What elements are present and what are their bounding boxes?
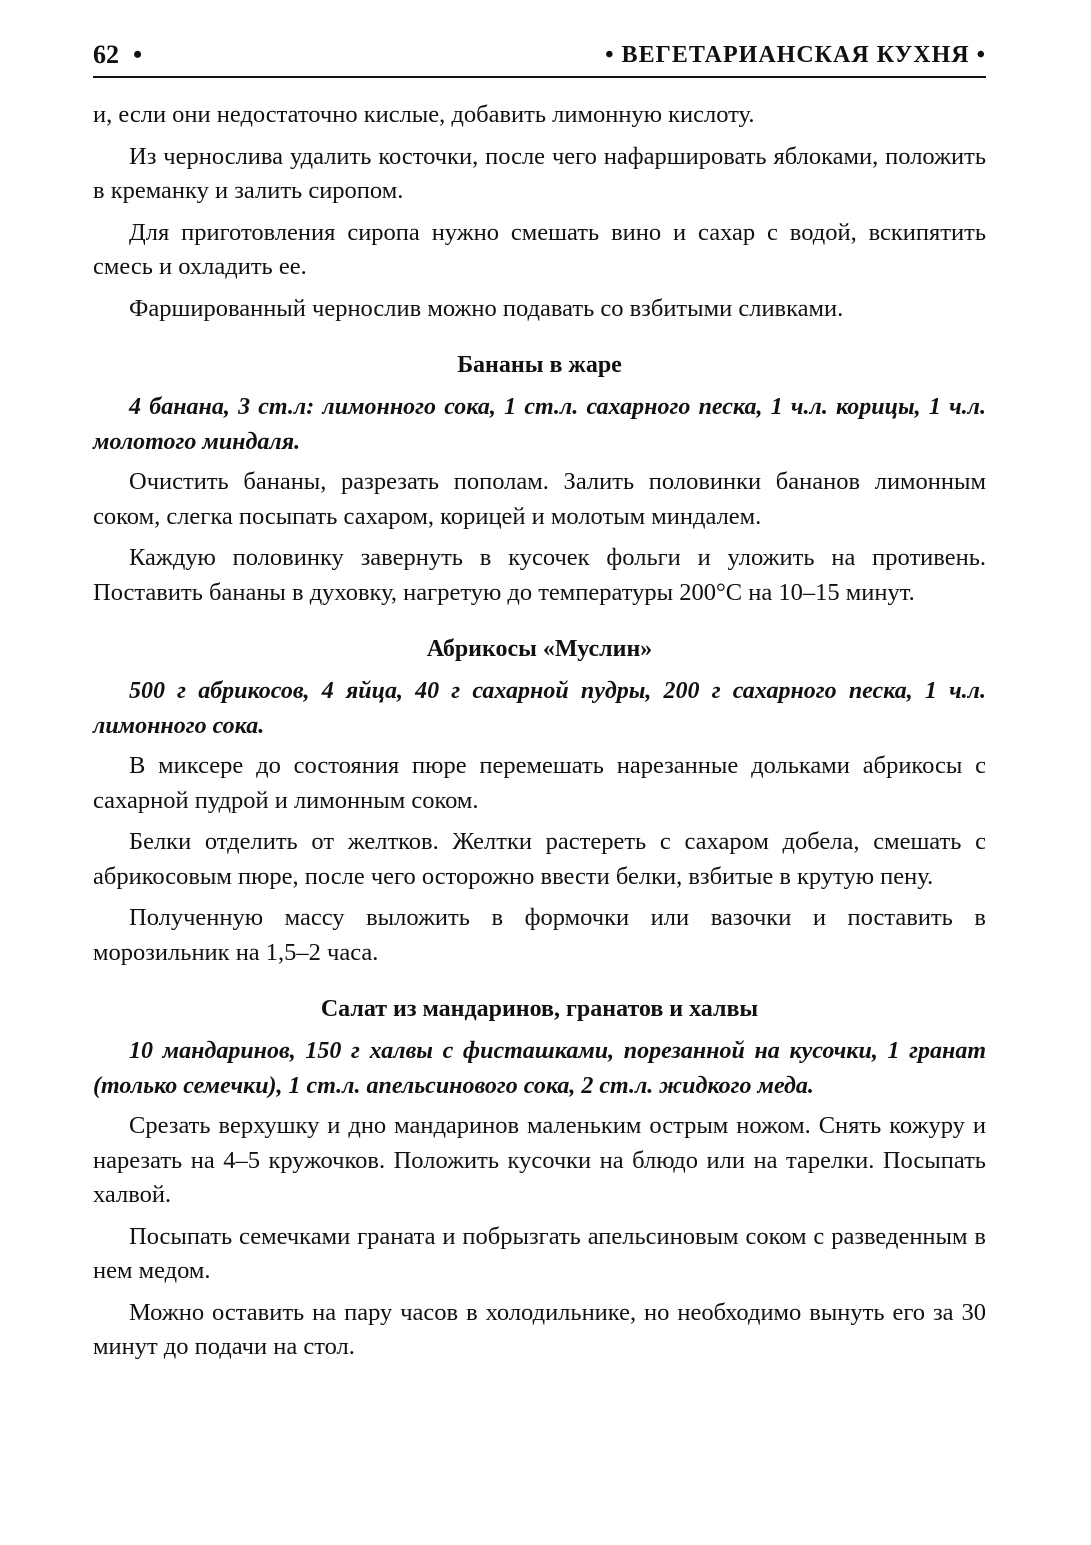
recipe-step: Посыпать семечками граната и побрызгать апельсиновым соком с разведенным в нем медом.: [93, 1222, 986, 1284]
recipe-step: Срезать верхушку и дно мандаринов маленьким острым ножом. Снять кожуру и нарезать на 4–5 кружочков. Положить кусочки на блюдо или на тарелки. Посыпать халвой.: [93, 1112, 986, 1208]
intro-paragraph: Из чернослива удалить косточки, после чего нафаршировать яблоками, положить в креманку и залить сиропом.: [93, 142, 986, 204]
page-body: [93, 98, 986, 1365]
running-header: [93, 38, 986, 72]
header-rule: [93, 76, 986, 78]
recipe-ingredients: 10 мандаринов, 150 г халвы с фисташками, порезанной на кусочки, 1 гранат (только семечки), 1 ст.л. апельсинового сока, 2 ст.л. жидкого меда.: [93, 1038, 986, 1099]
intro-paragraph: Для приготовления сиропа нужно смешать вино и сахар с водой, вскипятить смесь и охладить ее.: [93, 218, 986, 280]
header-bullet: •: [133, 40, 143, 69]
book-page: [93, 38, 986, 1518]
recipe-step: Полученную массу выложить в формочки или вазочки и поставить в морозильник на 1,5–2 часа.: [93, 904, 986, 966]
intro-paragraph: и, если они недостаточно кислые, добавить лимонную кислоту.: [93, 101, 755, 128]
recipe-ingredients: 500 г абрикосов, 4 яйца, 40 г сахарной пудры, 200 г сахарного песка, 1 ч.л. лимонного сока.: [93, 678, 986, 739]
header-left: [93, 38, 142, 72]
running-title: • ВЕГЕТАРИАНСКАЯ КУХНЯ •: [605, 42, 986, 68]
recipe-title: Абрикосы «Муслин»: [426, 636, 653, 662]
recipe-step: Очистить бананы, разрезать пополам. Залить половинки бананов лимонным соком, слегка посыпать сахаром, корицей и молотым миндалем.: [93, 468, 986, 530]
recipe-step: Можно оставить на пару часов в холодильнике, но необходимо вынуть его за 30 минут до подачи на стол.: [93, 1298, 986, 1360]
intro-paragraph: Фаршированный чернослив можно подавать со взбитыми сливками.: [129, 294, 844, 322]
recipe-step: Белки отделить от желтков. Желтки растереть с сахаром добела, смешать с абрикосовым пюре, после чего осторожно ввести белки, взбитые в крутую пену.: [93, 828, 986, 890]
recipe-step: В миксере до состояния пюре перемешать нарезанные дольками абрикосы с сахарной пудрой и лимонным соком.: [93, 752, 986, 814]
recipe-title: Салат из мандаринов, гранатов и халвы: [320, 996, 759, 1022]
recipe-title: Бананы в жаре: [457, 352, 622, 378]
recipe-step: Каждую половинку завернуть в кусочек фольги и уложить на противень. Поставить бананы в духовку, нагретую до температуры 200°С на 10–15 минут.: [93, 544, 986, 606]
recipe-ingredients: 4 банана, 3 ст.л: лимонного сока, 1 ст.л. сахарного песка, 1 ч.л. корицы, 1 ч.л. молотого миндаля.: [93, 394, 986, 455]
page-number: 62: [93, 40, 119, 69]
